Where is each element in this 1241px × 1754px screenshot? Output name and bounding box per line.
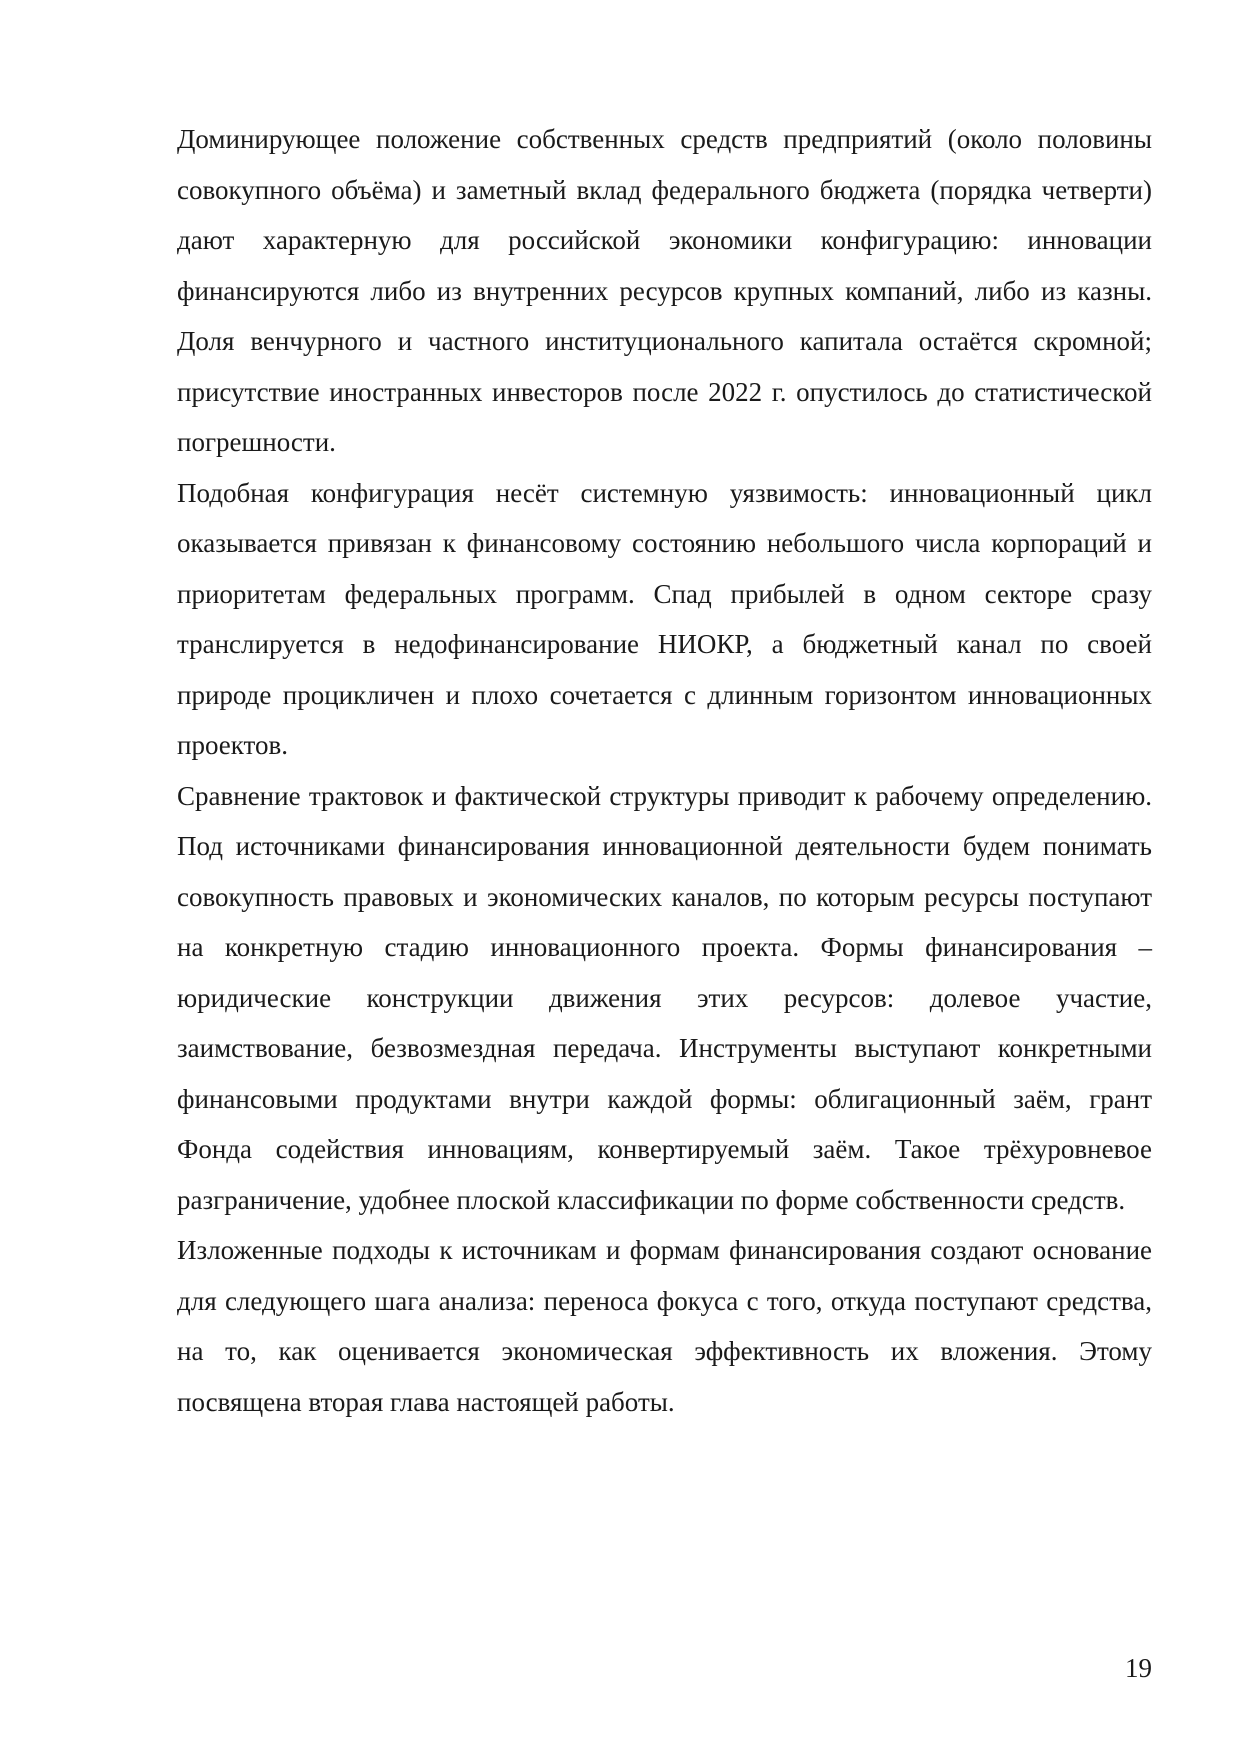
paragraph-4: Изложенные подходы к источникам и формам финансирования создают основание для следующего шага анализа: переноса фокуса с того, откуда поступают средства, на то, как оценивается экономическая эффективность их вложения. Этому посвящена вторая глава настоящей работы. [177,1235,1152,1417]
paragraph-3: Сравнение трактовок и фактической структуры приводит к рабочему определению. Под источниками финансирования инновационной деятельности будем понимать совокупность правовых и экономических каналов, по которым ресурсы поступают на конкретную стадию инновационного проекта. Формы финансирования – юридические конструкции движения этих ресурсов: долевое участие, заимствование, безвозмездная передача. Инструменты выступают конкретными финансовыми продуктами внутри каждой формы: облигационный заём, грант Фонда содействия инновациям, конвертируемый заём. Такое трёхуровневое разграничение, удобнее плоской классификации по форме собственности средств. [177,780,1152,1215]
page-number: 19 [1125,1653,1152,1683]
paragraph-2: Подобная конфигурация несёт системную уязвимость: инновационный цикл оказывается привязан к финансовому состоянию небольшого числа корпораций и приоритетам федеральных программ. Спад прибылей в одном секторе сразу транслируется в недофинансирование НИОКР, а бюджетный канал по своей природе процикличен и плохо сочетается с длинным горизонтом инновационных проектов. [177,477,1152,760]
body-text [177,114,1152,1427]
paragraph-1: Доминирующее положение собственных средств предприятий (около половины совокупного объёма) и заметный вклад федерального бюджета (порядка четверти) дают характерную для российской экономики конфигурацию: инновации финансируются либо из внутренних ресурсов крупных компаний, либо из казны. Доля венчурного и частного институционального капитала остаётся скромной; присутствие иностранных инвесторов после 2022 г. опустилось до статистической погрешности. [177,124,1152,457]
